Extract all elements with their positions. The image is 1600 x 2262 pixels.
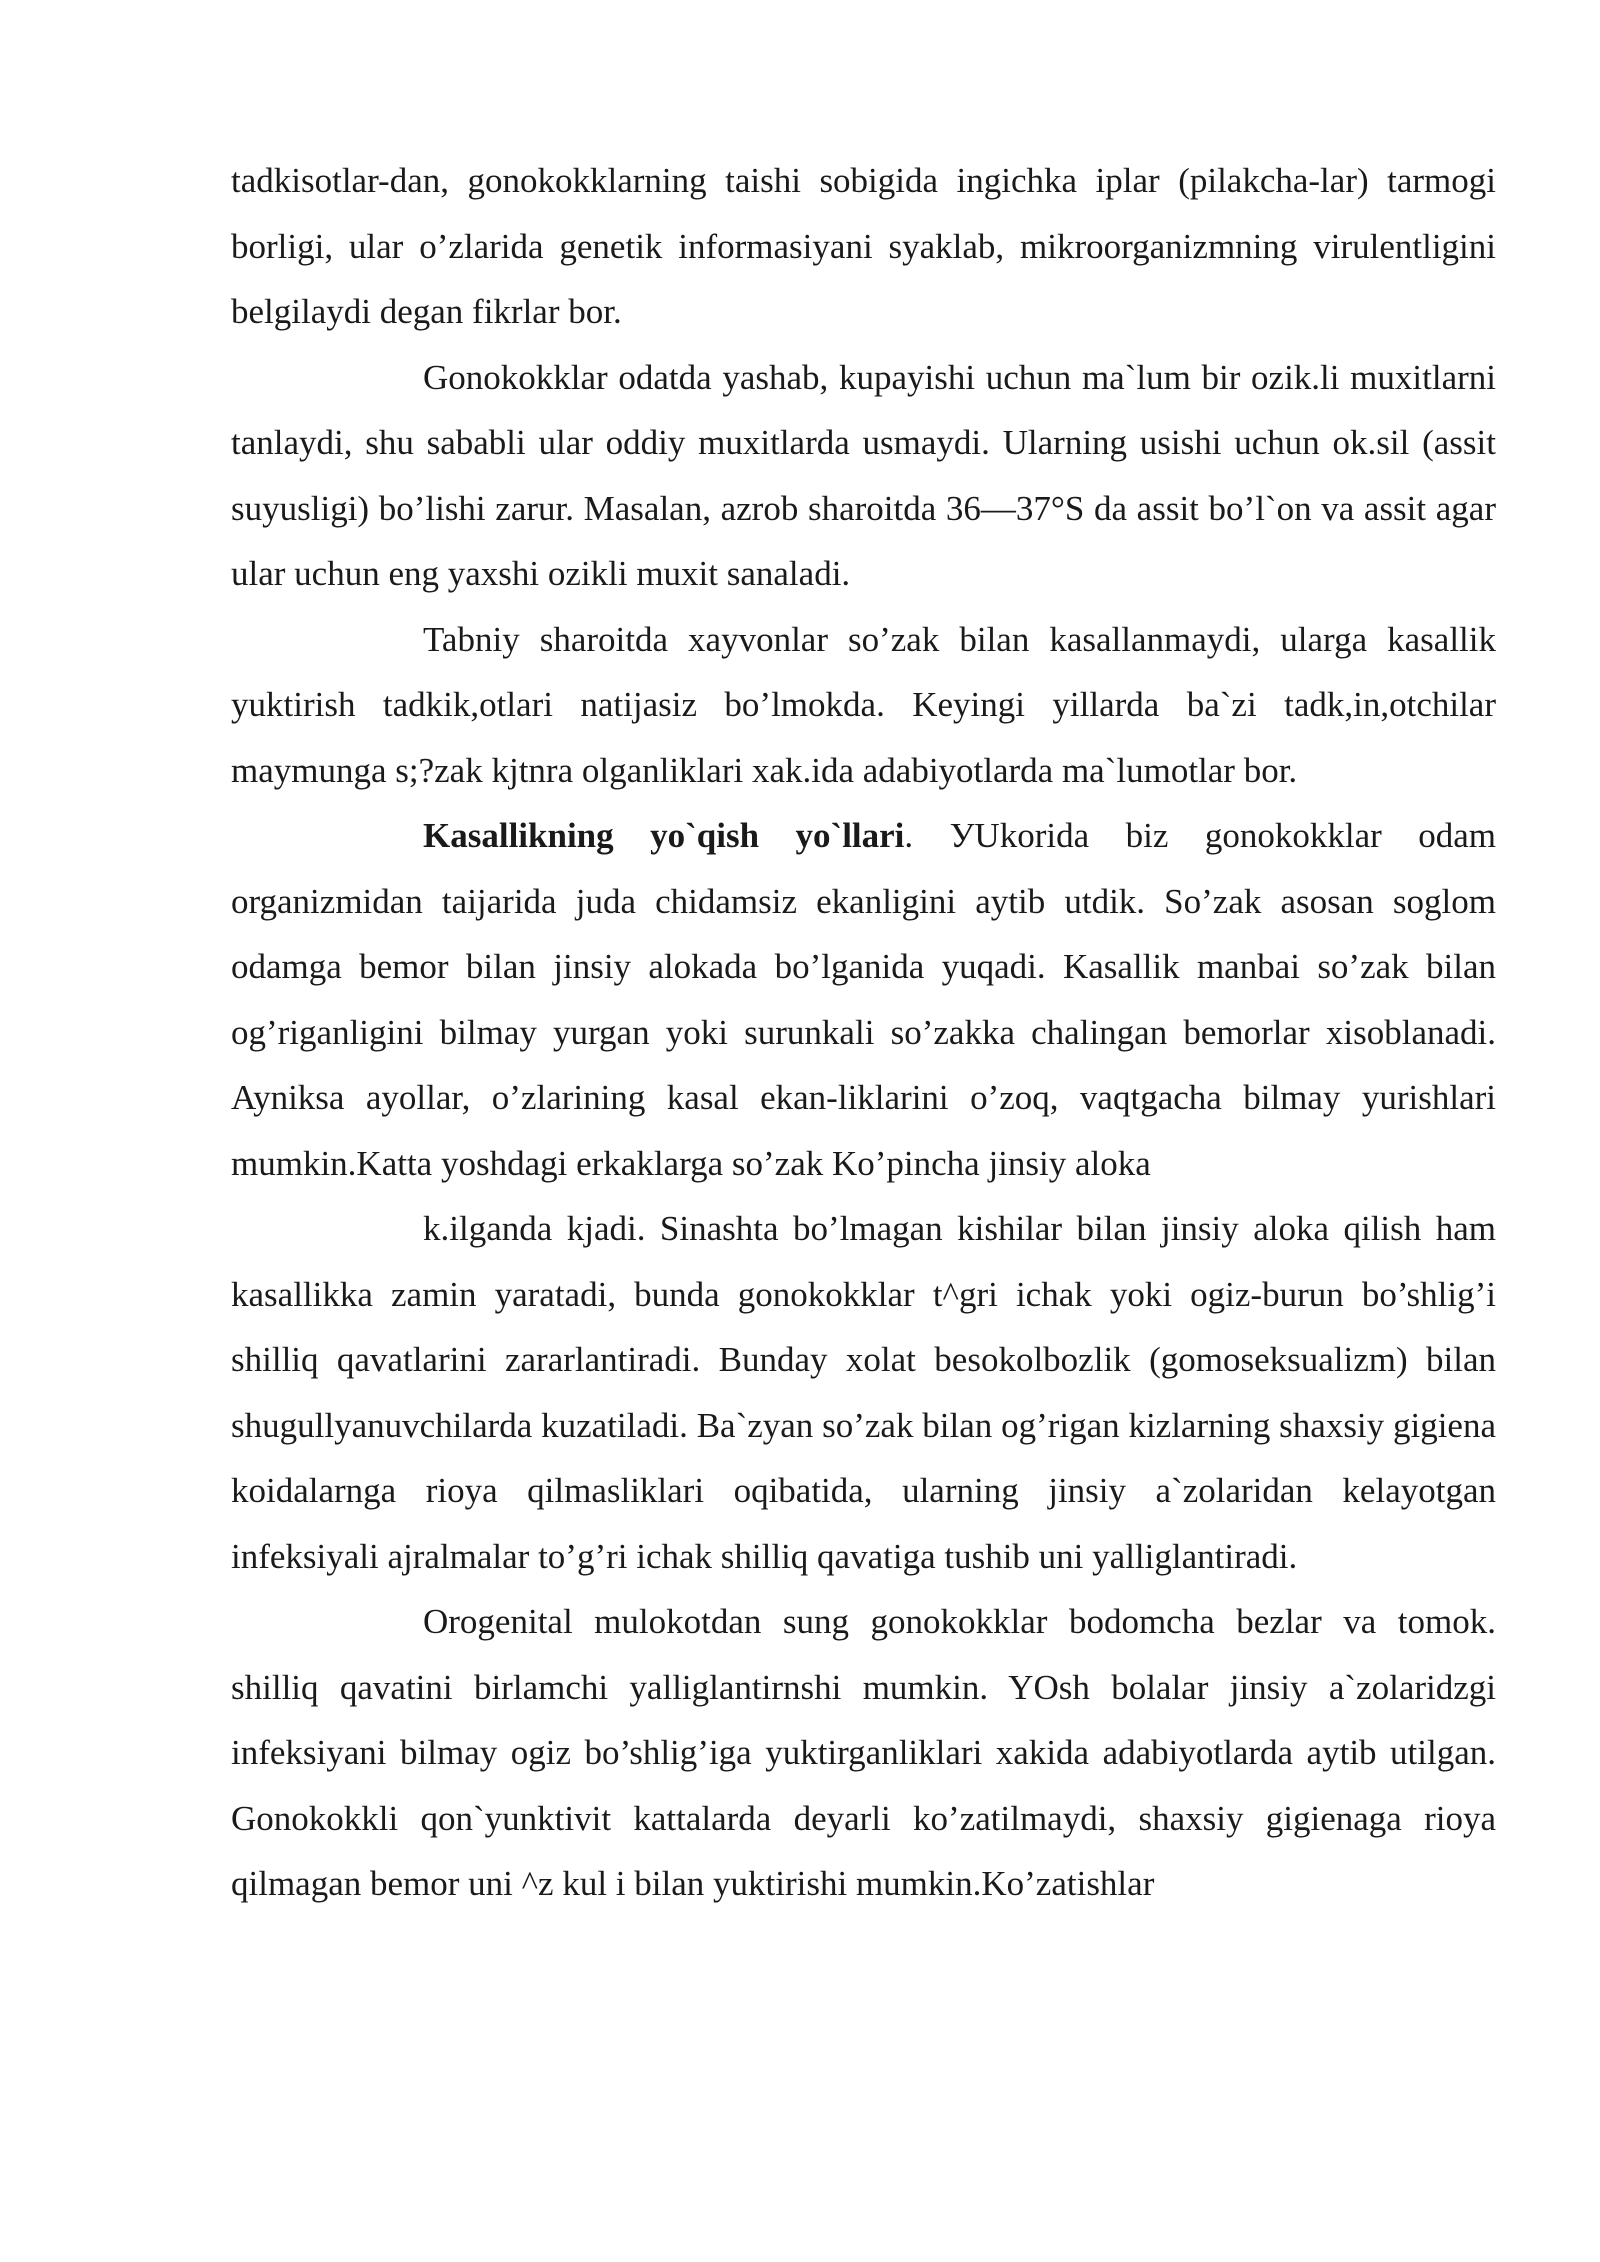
paragraph-4 — [231, 803, 1496, 1196]
document-body — [231, 148, 1496, 1917]
paragraph-5: k.ilganda kjadi. Sinashta bo’lmagan kishilar bilan jinsiy aloka qilish ham kasallikka zamin yaratadi, bunda gonokokklar t^gri ichak yoki ogiz-burun bo’shlig’i shilliq qavatlarini zararlantiradi. Bunday xolat besokolbozlik (gomoseksualizm) bilan shugullyanuvchilarda kuzatiladi. Ba`zyan so’zak bilan og’rigan kizlarning shaxsiy gigiena koidalarnga rioya qilmasliklari oqibatida, ularning jinsiy a`zolaridan kelayotgan infeksiyali ajralmalar to’g’ri ichak shilliq qavatiga tushib uni yalliglantiradi. — [231, 1209, 1496, 1576]
paragraph-4-text: . УUkorida biz gonokokklar odam organizmidan taijarida juda chidamsiz ekanligini aytib utdik. So’zak asosan soglom odamga bemor bilan jinsiy alokada bo’lganida yuqadi. Kasallik manbai so’zak bilan og’riganligini bilmay yurgan yoki surunkali so’zakka chalingan bemorlar xisoblanadi. Ayniksa ayollar, o’zlarining kasal ekan-liklarini o’zoq, vaqtgacha bilmay yurishlari mumkin.Katta yoshdagi erkaklarga so’zak Ko’pincha jinsiy aloka — [231, 816, 1496, 1183]
paragraph-2: Gonokokklar odatda yashab, kupayishi uchun ma`lum bir ozik.li muxitlarni tanlaydi, shu sababli ular oddiy muxitlarda usmaydi. Ularning usishi uchun ok.sil (assit suyusligi) bo’lishi zarur. Masalan, azrob sharoitda 36—37°S da assit bo’l`on va assit agar ular uchun eng yaxshi ozikli muxit sanaladi. — [231, 357, 1496, 593]
paragraph-6: Orogenital mulokotdan sung gonokokklar bodomcha bezlar va tomok. shilliq qavatini birlamchi yalliglantirnshi mumkin. YOsh bolalar jinsiy a`zolaridzgi infeksiyani bilmay ogiz bo’shlig’iga yuktirganliklari xakida adabiyotlarda aytib utilgan. Gonokokkli qon`yunktivit kattalarda deyarli ko’zatilmaydi, shaxsiy gigienaga rioya qilmagan bemor uni ^z kul i bilan yuktirishi mumkin.Ko’zatishlar — [231, 1602, 1496, 1903]
paragraph-1: tadkisotlar-dan, gonokokklarning taishi sobigida ingichka iplar (pilakcha-lar) tarmogi borligi, ular o’zlarida genetik informasiyani syaklab, mikroorganizmning virulentligini belgilaydi degan fikrlar bor. — [231, 161, 1496, 331]
section-heading-transmission: Kasallikning yo`qish yo`llari — [423, 816, 905, 855]
paragraph-3: Tabniy sharoitda xayvonlar so’zak bilan kasallanmaydi, ularga kasallik yuktirish tadkik,otlari natijasiz bo’lmokda. Keyingi yillarda ba`zi tadk,in,otchilar maymunga s;?zak kjtnra olganliklari xak.ida adabiyotlarda ma`lumotlar bor. — [231, 619, 1496, 790]
